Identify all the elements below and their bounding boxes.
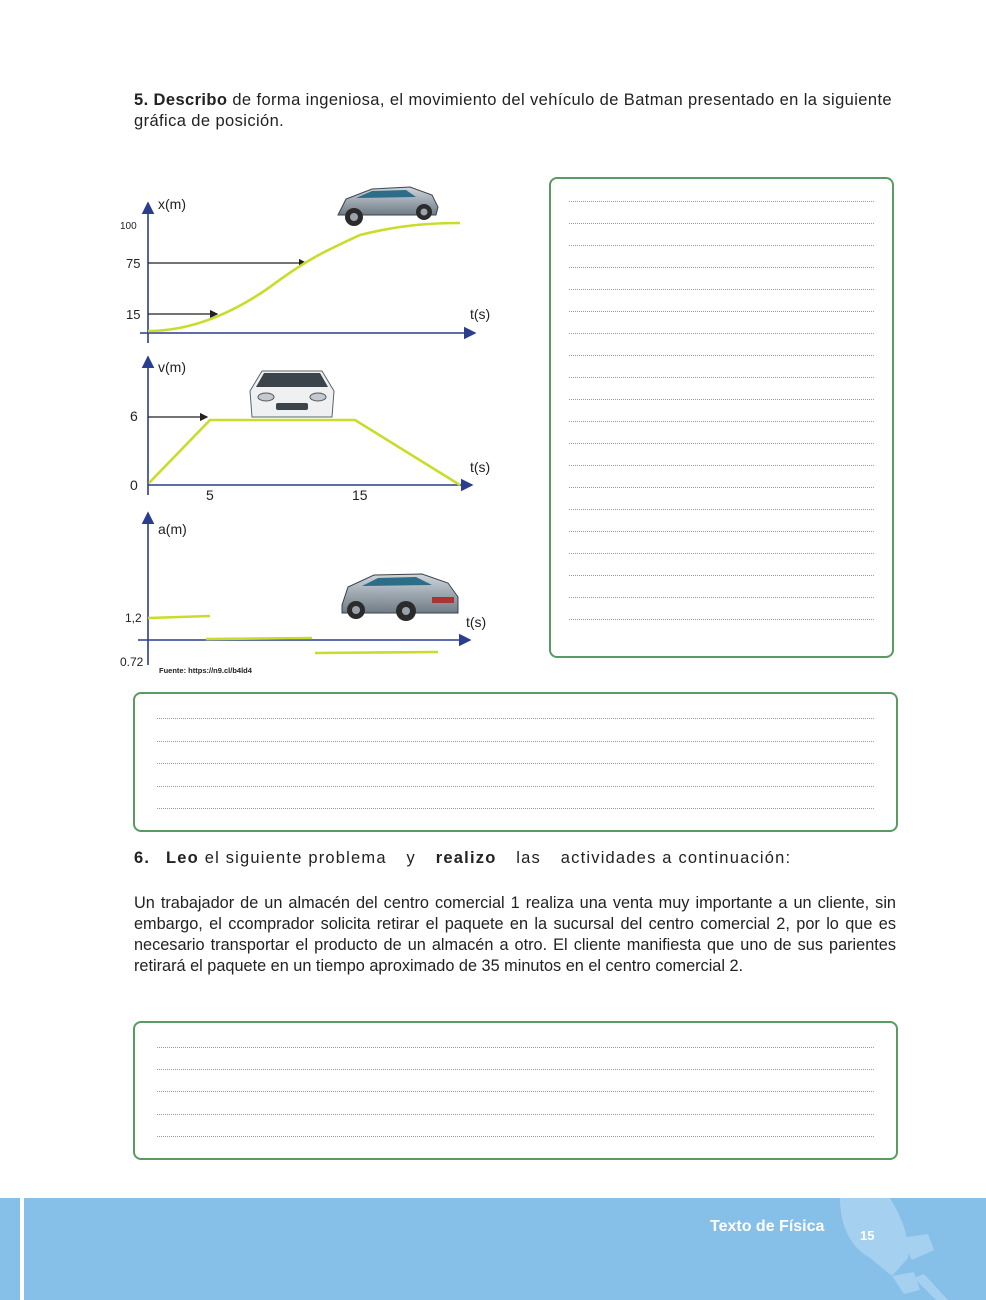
answer-line xyxy=(569,377,874,378)
answer-line xyxy=(157,1047,874,1048)
motion-graphs xyxy=(110,165,530,685)
velocity-xtick-15: 15 xyxy=(352,487,368,503)
acceleration-tick-1-2: 1,2 xyxy=(125,611,142,625)
answer-line xyxy=(569,487,874,488)
answer-line xyxy=(569,531,874,532)
image-source: Fuente: https://n9.cl/b4ld4 xyxy=(159,666,252,675)
answer-line xyxy=(569,223,874,224)
acceleration-tick-0-72: 0.72 xyxy=(120,655,144,669)
question-5 xyxy=(134,90,896,132)
answer-line xyxy=(157,1069,874,1070)
position-xlabel: t(s) xyxy=(470,306,491,322)
velocity-ylabel: v(m) xyxy=(158,359,186,375)
velocity-curve xyxy=(149,420,460,485)
answer-line xyxy=(569,575,874,576)
position-ylabel: x(m) xyxy=(158,196,186,212)
velocity-graph xyxy=(148,357,472,495)
velocity-tick-6: 6 xyxy=(130,408,138,424)
car-front-icon xyxy=(250,371,334,417)
answer-line xyxy=(569,355,874,356)
question-6-text-1: el siguiente problema xyxy=(204,849,387,867)
page-number: 15 xyxy=(860,1228,875,1243)
position-tick-15: 15 xyxy=(126,307,141,322)
position-tick-100: 100 xyxy=(120,221,137,232)
velocity-tick-0: 0 xyxy=(130,477,138,493)
answer-line xyxy=(569,597,874,598)
rocket-icon xyxy=(830,1198,960,1300)
answer-box-1[interactable] xyxy=(549,177,894,658)
answer-line xyxy=(569,201,874,202)
problem-paragraph: Un trabajador de un almacén del centro comercial 1 realiza una venta muy importante a un cliente, sin embargo, el ccomprador solicita retirar el paquete en la sucursal del centro comercial 2, por lo que es necesario transportar el producto de un almacén a otro. El cliente manifiesta que uno de sus parientes retirará el paquete en un tiempo aproximado de 35 minutos en el centro comercial 2. xyxy=(134,894,896,975)
acceleration-segment-3 xyxy=(315,652,438,653)
question-5-number: 5. xyxy=(134,91,149,109)
answer-line xyxy=(157,1091,874,1092)
position-graph xyxy=(140,187,475,343)
acceleration-xlabel: t(s) xyxy=(466,614,487,630)
answer-line xyxy=(569,465,874,466)
question-5-verb: Describo xyxy=(153,91,228,109)
answer-box-2[interactable] xyxy=(133,692,898,832)
answer-line xyxy=(157,741,874,742)
answer-line xyxy=(569,553,874,554)
answer-line xyxy=(157,808,874,809)
answer-line xyxy=(157,786,874,787)
answer-line xyxy=(157,1114,874,1115)
answer-line xyxy=(569,267,874,268)
answer-line xyxy=(569,443,874,444)
answer-line xyxy=(569,399,874,400)
answer-line xyxy=(569,311,874,312)
acceleration-segment-1 xyxy=(148,616,210,618)
question-6-number: 6. xyxy=(134,849,151,867)
answer-line xyxy=(569,289,874,290)
question-6 xyxy=(134,849,896,868)
position-curve xyxy=(148,223,460,331)
acceleration-graph xyxy=(138,513,470,665)
answer-line xyxy=(157,763,874,764)
answer-line xyxy=(157,718,874,719)
question-6-verb-1: Leo xyxy=(165,849,199,867)
question-5-text: de forma ingeniosa, el movimiento del vehículo de Batman presentado en la siguiente gráfica de posición. xyxy=(134,91,893,130)
graphs-svg xyxy=(110,165,530,685)
question-6-text-4: actividades a continuación: xyxy=(560,849,792,867)
footer-title: Texto de Física xyxy=(710,1218,825,1235)
answer-line xyxy=(569,245,874,246)
answer-line xyxy=(569,509,874,510)
page-footer xyxy=(0,1198,986,1300)
question-6-text-2: y xyxy=(406,849,416,867)
car-rear-icon xyxy=(342,574,458,621)
acceleration-ylabel: a(m) xyxy=(158,521,187,537)
position-tick-75: 75 xyxy=(126,256,141,271)
acceleration-segment-2 xyxy=(206,638,312,639)
car-icon xyxy=(338,187,438,226)
answer-line xyxy=(157,1136,874,1137)
answer-box-3[interactable] xyxy=(133,1021,898,1160)
answer-line xyxy=(569,421,874,422)
question-6-verb-2: realizo xyxy=(435,849,497,867)
velocity-xtick-5: 5 xyxy=(206,487,214,503)
answer-line xyxy=(569,619,874,620)
footer-stripe xyxy=(20,1198,24,1300)
question-6-text-3: las xyxy=(516,849,541,867)
velocity-xlabel: t(s) xyxy=(470,459,491,475)
answer-line xyxy=(569,333,874,334)
